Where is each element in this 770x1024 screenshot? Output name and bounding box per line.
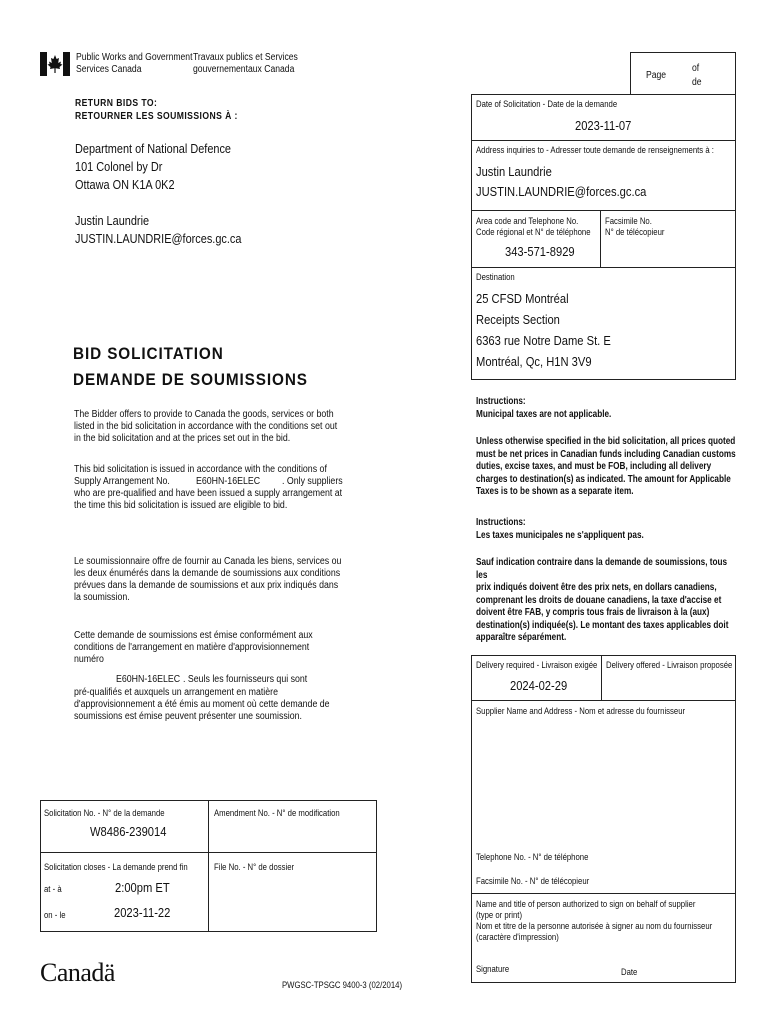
- canada-wordmark: Canadä: [40, 958, 115, 987]
- closing-time: 2:00pm ET: [115, 880, 170, 895]
- solicitation-date-label: Date of Solicitation - Date de la demande: [476, 99, 618, 109]
- inquiries-contact-email: JUSTIN.LAUNDRIE@forces.gc.ca: [476, 184, 647, 199]
- bid-solicitation-title-fr: DEMANDE DE SOUMISSIONS: [73, 370, 308, 389]
- of-label: of: [692, 63, 700, 74]
- delivery-offered-label: Delivery offered - Livraison proposée: [606, 660, 733, 670]
- signature-date-label: Date: [621, 967, 638, 977]
- solicitation-number-label: Solicitation No. - N° de la demande: [44, 808, 165, 818]
- fax-label: Facsimile No. N° de télécopieur: [605, 216, 665, 237]
- return-bids-label-en: RETURN BIDS TO:: [75, 98, 158, 109]
- solicitation-date: 2023-11-07: [575, 118, 632, 133]
- bid-solicitation-title-en: BID SOLICITATION: [73, 344, 224, 363]
- only-suppliers-text-fr: . Seuls les fournisseurs qui sont: [183, 674, 308, 685]
- sa-number-en: E60HN-16ELEC: [196, 476, 261, 487]
- file-number-label: File No. - N° de dossier: [214, 862, 295, 872]
- bidder-offer-paragraph-fr: Le soumissionnaire offre de fournir au Canada les biens, services ou les deux énumérés dans la demande de soumissions aux conditions prévues dans la demande de soumissions et aux prix indiqués dans la soumission.: [74, 556, 342, 603]
- closing-date: 2023-11-22: [114, 905, 171, 920]
- authorized-person-label: Name and title of person authorized to sign on behalf of supplier (type or print) Nom et titre de la personne autorisée à signer au nom du fournisseur (caractère d'impression): [476, 899, 713, 942]
- canada-flag-icon: [40, 52, 70, 76]
- destination-label: Destination: [476, 272, 515, 282]
- closing-on-label: on - le: [44, 910, 66, 920]
- only-suppliers-text-en: . Only suppliers: [282, 476, 343, 487]
- bidder-offer-paragraph-en: The Bidder offers to provide to Canada the goods, services or both listed in the bid solicitation in accordance with the conditions set out in the bid solicitation and at the prices set out in the bid.: [74, 409, 338, 444]
- return-bids-label-fr: RETOURNER LES SOUMISSIONS À :: [75, 111, 238, 122]
- eligibility-paragraph-fr: pré-qualifiés et auxquels un arrangement en matière d'approvisionnement a été émis au moment où cette demande de soumissions est émise peuvent présenter une soumission.: [74, 687, 330, 722]
- solicitation-number: W8486-239014: [90, 824, 167, 839]
- inquiries-label: Address inquiries to - Adresser toute demande de renseignements à :: [476, 145, 714, 155]
- supplier-facsimile-label: Facsimile No. - N° de télécopieur: [476, 876, 590, 886]
- de-label: de: [692, 77, 702, 88]
- department-name-fr: Travaux publics et Services gouvernementaux Canada: [193, 52, 298, 75]
- supply-arrangement-paragraph-fr: Cette demande de soumissions est émise conformément aux conditions de l'arrangement en matière d'approvisionnement numéro: [74, 630, 313, 665]
- phone-number: 343-571-8929: [505, 244, 575, 259]
- amendment-number-label: Amendment No. - N° de modification: [214, 808, 340, 818]
- destination-address: 25 CFSD Montréal Receipts Section 6363 rue Notre Dame St. E Montréal, Qc, H1N 3V9: [476, 291, 611, 369]
- instructions-fr-heading: Instructions: Les taxes municipales ne s'appliquent pas.: [476, 517, 644, 541]
- return-contact: Justin Laundrie JUSTIN.LAUNDRIE@forces.gc.ca: [75, 213, 242, 246]
- department-name-en: Public Works and Government Services Canada: [76, 52, 193, 75]
- inquiries-contact-name: Justin Laundrie: [476, 164, 552, 179]
- form-number: PWGSC-TPSGC 9400-3 (02/2014): [282, 980, 403, 990]
- page-label: Page: [646, 70, 667, 81]
- instructions-en-body: Unless otherwise specified in the bid solicitation, all prices quoted must be net prices in Canadian funds including Canadian customs duties, excise taxes, and must be FOB, including all delivery charges to destination(s) as indicated. The amount for Applicable Taxes is to be shown as a separate item.: [476, 436, 736, 497]
- instructions-fr-body: Sauf indication contraire dans la demande de soumissions, tous les prix indiqués doivent être des prix nets, en dollars canadiens, comprenant les droits de douane canadiens, la taxe d'accise et doivent être FAB, y compris tous frais de livraison à la (aux) destination(s) indiquée(s). Le montant des taxes applicables doit apparaître séparément.: [476, 557, 729, 643]
- return-address: Department of National Defence 101 Colonel by Dr Ottawa ON K1A 0K2: [75, 141, 232, 192]
- delivery-required-date: 2024-02-29: [510, 678, 568, 693]
- supply-arrangement-paragraph-en: This bid solicitation is issued in accordance with the conditions of Supply Arrangement No.: [74, 464, 327, 487]
- instructions-en-heading: Instructions: Municipal taxes are not applicable.: [476, 396, 612, 420]
- phone-label: Area code and Telephone No. Code régional et N° de téléphone: [476, 216, 591, 237]
- delivery-required-label: Delivery required - Livraison exigée: [476, 660, 598, 670]
- supplier-name-address-label: Supplier Name and Address - Nom et adresse du fournisseur: [476, 706, 686, 716]
- closing-at-label: at - à: [44, 884, 62, 894]
- supplier-telephone-label: Telephone No. - N° de téléphone: [476, 852, 589, 862]
- solicitation-closes-label: Solicitation closes - La demande prend fin: [44, 862, 188, 872]
- eligibility-paragraph-en: who are pre-qualified and have been issued a supply arrangement at the time this bid solicitation is issued are eligible to bid.: [74, 488, 343, 511]
- signature-label: Signature: [476, 964, 510, 974]
- sa-number-fr: E60HN-16ELEC: [116, 674, 181, 685]
